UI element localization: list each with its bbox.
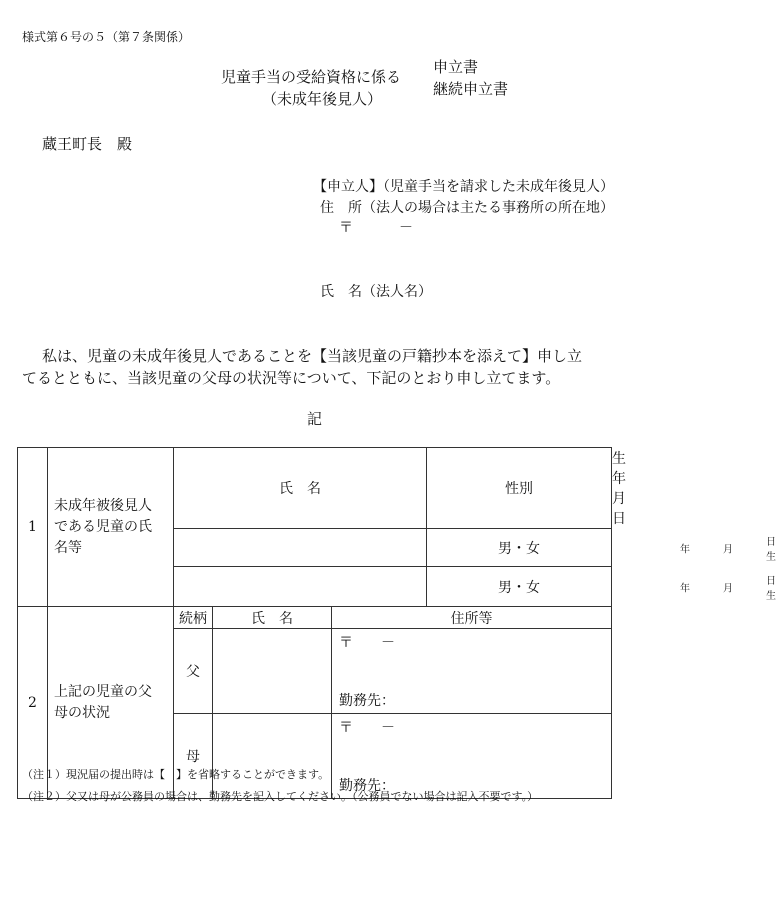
- applicant-name-label: 氏 名（法人名）: [320, 284, 432, 300]
- father-workplace: 勤務先：: [339, 693, 395, 709]
- section1-col-name: 氏 名: [174, 448, 427, 529]
- section2-col-address: 住所等: [332, 607, 612, 629]
- father-name-field[interactable]: [213, 629, 332, 714]
- child-row: 男・女 年 月 日生: [18, 567, 612, 607]
- status-table: [17, 447, 776, 799]
- mother-name-field[interactable]: [213, 714, 332, 799]
- note-2: （注２）父又は母が公務員の場合は、勤務先を記入してください。（公務員でない場合は記入不要です。）: [22, 790, 539, 803]
- mother-zip: 〒 －: [339, 720, 395, 736]
- child-sex-field[interactable]: 男・女: [427, 529, 612, 567]
- applicant-heading: 【申立人】（児童手当を請求した未成年後見人）: [313, 179, 614, 195]
- section2-col-name: 氏 名: [213, 607, 332, 629]
- father-address-field[interactable]: [332, 629, 612, 714]
- applicant-zip-dash: －: [399, 220, 413, 236]
- form-subtitle: （未成年後見人）: [262, 90, 383, 108]
- addressee: 蔵王町長 殿: [42, 135, 133, 153]
- relation-mother: 母: [174, 714, 213, 799]
- mother-address-field[interactable]: [332, 714, 612, 799]
- child-row: 男・女 年 月 日生: [18, 529, 612, 567]
- father-zip: 〒 －: [339, 635, 395, 651]
- section2-col-relation: 続柄: [174, 607, 213, 629]
- applicant-address-label: 住 所（法人の場合は主たる事務所の所在地）: [320, 200, 614, 216]
- applicant-zip-mark: 〒: [339, 220, 353, 236]
- statement-line-2: てるとともに、当該児童の父母の状況等について、下記のとおり申し立てます。: [22, 369, 561, 387]
- section1-label: 未成年被後見人 である児童の氏 名等: [48, 448, 174, 607]
- section1-col-sex: 性別: [427, 448, 612, 529]
- statement-line-1: 私は、児童の未成年後見人であることを【当該児童の戸籍抄本を添えて】申し立: [42, 347, 583, 365]
- section2-header-row: [18, 607, 612, 629]
- child-sex-field[interactable]: 男・女: [427, 567, 612, 607]
- form-title: 児童手当の受給資格に係る: [221, 68, 402, 86]
- section2-label: 上記の児童の父 母の状況: [48, 607, 174, 799]
- title-option-application: 申立書: [433, 58, 479, 76]
- child-name-field[interactable]: [174, 529, 427, 567]
- note-1: （注１）現況届の提出時は【 】を省略することができます。: [22, 768, 330, 781]
- section2-number: 2: [18, 607, 48, 799]
- relation-father: 父: [174, 629, 213, 714]
- title-option-continuation: 継続申立書: [433, 80, 509, 98]
- section1-number: 1: [18, 448, 48, 607]
- ki-heading: 記: [307, 410, 323, 428]
- form-number: 様式第６号の５（第７条関係）: [22, 30, 191, 44]
- mother-workplace: 勤務先：: [339, 778, 395, 794]
- child-name-field[interactable]: [174, 567, 427, 607]
- section1-header-row: 1 未成年被後見人 である児童の氏 名等 氏 名 性別 生年月日: [18, 448, 612, 529]
